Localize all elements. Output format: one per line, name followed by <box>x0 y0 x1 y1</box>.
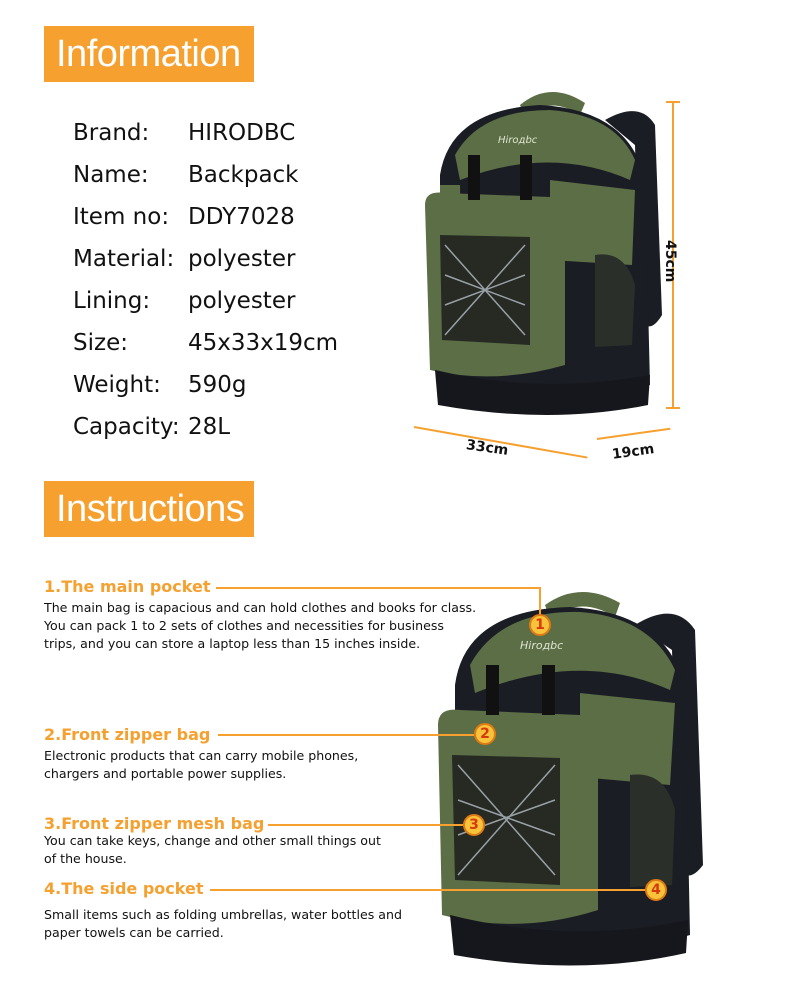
item-title-front-zipper-bag: 2.Front zipper bag <box>44 725 211 744</box>
height-label: 45cm <box>662 240 678 283</box>
spec-row-material <box>73 238 338 280</box>
spec-value: Backpack <box>188 162 299 188</box>
height-dimension-cap <box>666 407 680 409</box>
spec-label: Size: <box>73 330 128 356</box>
spec-row-weight <box>73 364 338 406</box>
item-description-front-mesh-bag <box>44 832 484 868</box>
item-title-main-pocket: 1.The main pocket <box>44 577 211 596</box>
item-description-main-pocket <box>44 599 484 653</box>
spec-value: DDY7028 <box>188 204 295 230</box>
spec-value: 45x33x19cm <box>188 330 339 356</box>
height-dimension-cap <box>666 101 680 103</box>
spec-value: polyester <box>188 246 296 272</box>
spec-label: Material: <box>73 246 175 272</box>
item-title-side-pocket: 4.The side pocket <box>44 879 204 898</box>
item-description-side-pocket <box>44 906 484 942</box>
leader-line <box>539 587 541 615</box>
spec-row-name <box>73 154 338 196</box>
description-line: of the house. <box>44 851 127 866</box>
item-description-front-zipper-bag <box>44 747 484 783</box>
spec-label: Lining: <box>73 288 151 314</box>
item-title-front-mesh-bag: 3.Front zipper mesh bag <box>44 814 265 833</box>
instructions-heading: Instructions <box>44 481 254 537</box>
description-line: Electronic products that can carry mobile phones, <box>44 748 359 763</box>
leader-line <box>216 587 540 589</box>
backpack-product-image <box>400 85 680 425</box>
description-line: chargers and portable power supplies. <box>44 766 287 781</box>
brand-mark: Hiroдbc <box>498 135 538 146</box>
spec-value: HIRODBC <box>188 120 296 146</box>
brand-mark: Hiroдbc <box>520 639 564 652</box>
description-line: You can pack 1 to 2 sets of clothes and necessities for business <box>44 618 444 633</box>
number-badge-1: 1 <box>529 614 551 636</box>
description-line: Small items such as folding umbrellas, water bottles and <box>44 907 402 922</box>
spec-value: polyester <box>188 288 296 314</box>
number-badge-3: 3 <box>463 814 485 836</box>
leader-line <box>210 889 645 891</box>
spec-row-brand <box>73 112 338 154</box>
spec-row-size <box>73 322 338 364</box>
spec-value: 590g <box>188 372 247 398</box>
description-line: You can take keys, change and other small things out <box>44 833 381 848</box>
spec-label: Name: <box>73 162 149 188</box>
leader-line <box>268 824 464 826</box>
spec-row-capacity <box>73 406 338 448</box>
spec-label: Weight: <box>73 372 161 398</box>
information-heading: Information <box>44 26 254 82</box>
spec-table <box>73 112 338 448</box>
leader-line <box>218 734 474 736</box>
description-line: trips, and you can store a laptop less than 15 inches inside. <box>44 636 421 651</box>
spec-value: 28L <box>188 414 231 440</box>
width-label: 33cm <box>465 437 510 459</box>
number-badge-4: 4 <box>645 879 667 901</box>
description-line: The main bag is capacious and can hold clothes and books for class. <box>44 600 477 615</box>
spec-row-lining <box>73 280 338 322</box>
spec-label: Brand: <box>73 120 150 146</box>
description-line: paper towels can be carried. <box>44 925 224 940</box>
depth-dimension-line <box>597 428 671 440</box>
spec-label: Capacity: <box>73 414 180 440</box>
number-badge-2: 2 <box>474 723 496 745</box>
spec-label: Item no: <box>73 204 170 230</box>
depth-label: 19cm <box>611 441 656 463</box>
spec-row-item-no <box>73 196 338 238</box>
